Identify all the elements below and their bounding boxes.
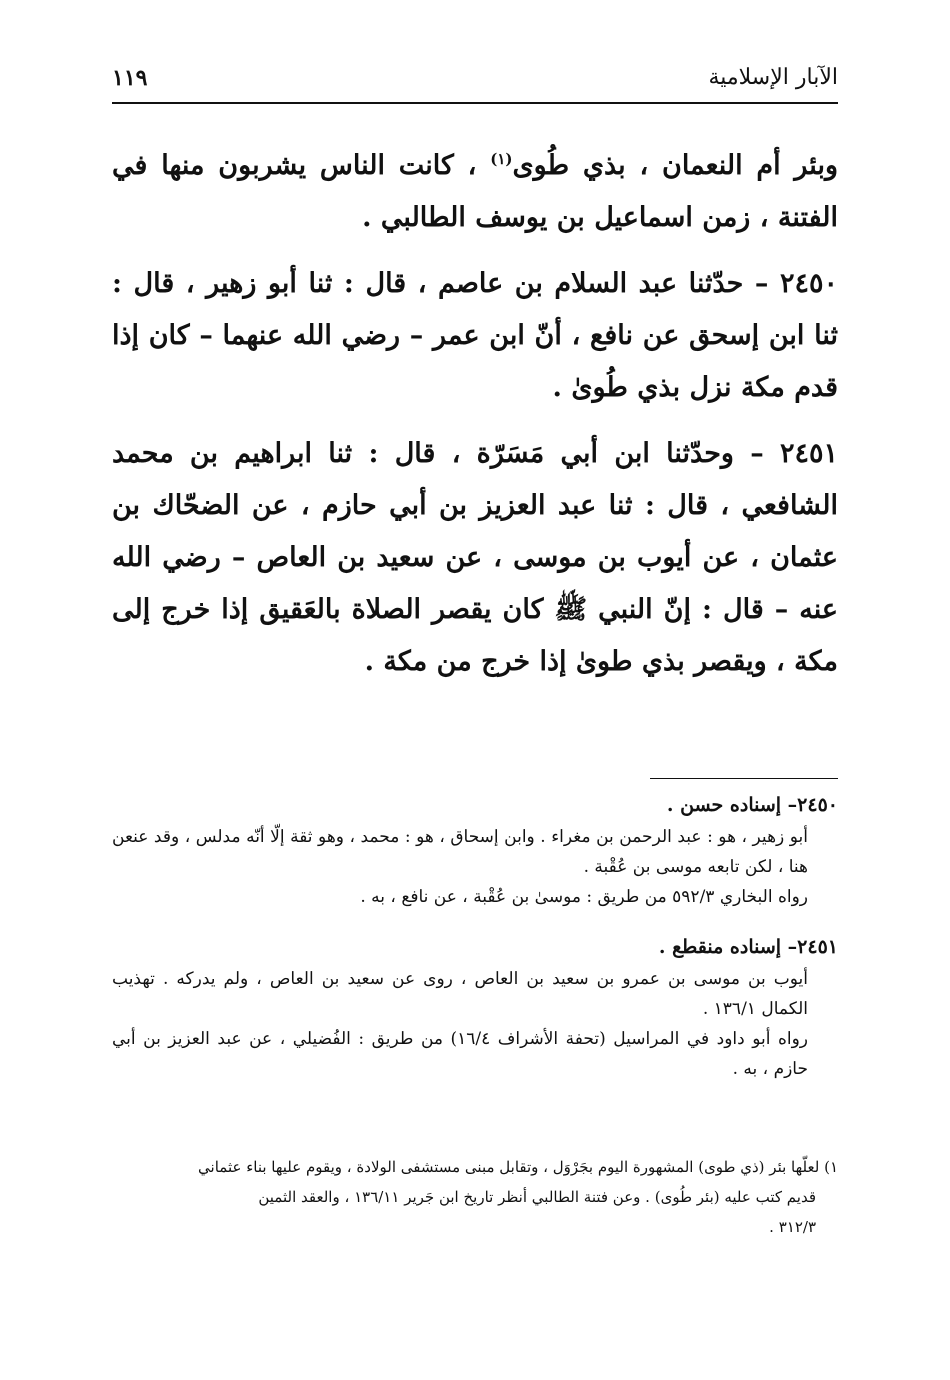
note-heading: ٢٤٥١– إسناده منقطع . xyxy=(658,936,838,958)
footnote-reference: (١) xyxy=(490,150,513,168)
footnote-line: ١) لعلّها بئر (ذي طوى) المشهورة اليوم بجَرْوَل ، وتقابل مبنى مستشفى الولادة ، ويقوم عليها بناء عثماني xyxy=(198,1158,838,1176)
hadith-number: ٢٤٥٠ – xyxy=(754,268,838,299)
main-text xyxy=(112,140,838,702)
note-line: أيوب بن موسى بن عمرو بن سعيد بن العاص ، روى عن سعيد بن العاص ، ولم يدركه . تهذيب الكمال ١٣٦/١ . xyxy=(112,969,808,1019)
footnote-line: ٣١٢/٣ . xyxy=(769,1218,816,1236)
paragraph-text-b: ، كانت الناس يشربون منها في الفتنة ، زمن اسماعيل بن يوسف الطالبي . xyxy=(112,150,838,233)
paragraph-text-a: وبئر أم النعمان ، بذي طُوى xyxy=(512,150,838,181)
hadith-number: ٢٤٥١ – xyxy=(750,438,838,469)
header-rule xyxy=(112,102,838,104)
note-line: رواه البخاري ٥٩٢/٣ من طريق : موسىٰ بن عُقْبة ، عن نافع ، به . xyxy=(360,887,808,907)
running-title: الآبار الإسلامية xyxy=(708,65,838,90)
hadith-text: حدّثنا عبد السلام بن عاصم ، قال : ثنا أبو زهير ، قال : ثنا ابن إسحق عن نافع ، أنّ ابن عمر – رضي الله عنهما – كان إذا قدم مكة نزل بذي طُوىٰ . xyxy=(112,268,838,403)
note-line: رواه أبو داود في المراسيل (تحفة الأشراف ١٦/٤) من طريق : الفُضيلي ، عن عبد العزيز بن أبي حازم ، به . xyxy=(112,1029,808,1079)
footnote-1 xyxy=(112,1152,838,1242)
note-heading: ٢٤٥٠– إسناده حسن . xyxy=(666,794,838,816)
hadith-2450 xyxy=(112,258,838,414)
commentary-notes xyxy=(112,788,838,1094)
footnote-line: قديم كتب عليه (بئر طُوى) . وعن فتنة الطالبي أنظر تاريخ ابن جَرير ١٣٦/١١ ، والعقد الثمين xyxy=(258,1188,816,1206)
page-number: ١١٩ xyxy=(112,65,148,91)
note-2451 xyxy=(112,930,838,1084)
note-line: أبو زهير ، هو : عبد الرحمن بن مغراء . وابن إسحاق ، هو : محمد ، وهو ثقة إلّا أنّه مدلس ، وقد عنعن هنا ، لكن تابعه موسى بن عُقْبة . xyxy=(112,827,808,877)
hadith-2451 xyxy=(112,428,838,688)
footnote-separator xyxy=(650,778,838,779)
note-2450 xyxy=(112,788,838,912)
page-header xyxy=(112,62,838,106)
hadith-text: وحدّثنا ابن أبي مَسَرّة ، قال : ثنا ابراهيم بن محمد الشافعي ، قال : ثنا عبد العزيز بن أبي حازم ، عن الضحّاك بن عثمان ، عن أيوب بن موسى ، عن سعيد بن العاص – رضي الله عنه – قال : إنّ النبي ﷺ كان يقصر الصلاة بالعَقيق إذا خرج إلى مكة ، ويقصر بذي طوىٰ إذا خرج من مكة . xyxy=(112,438,838,677)
note-gap xyxy=(112,922,838,930)
paragraph-bir-umm-numan xyxy=(112,140,838,244)
